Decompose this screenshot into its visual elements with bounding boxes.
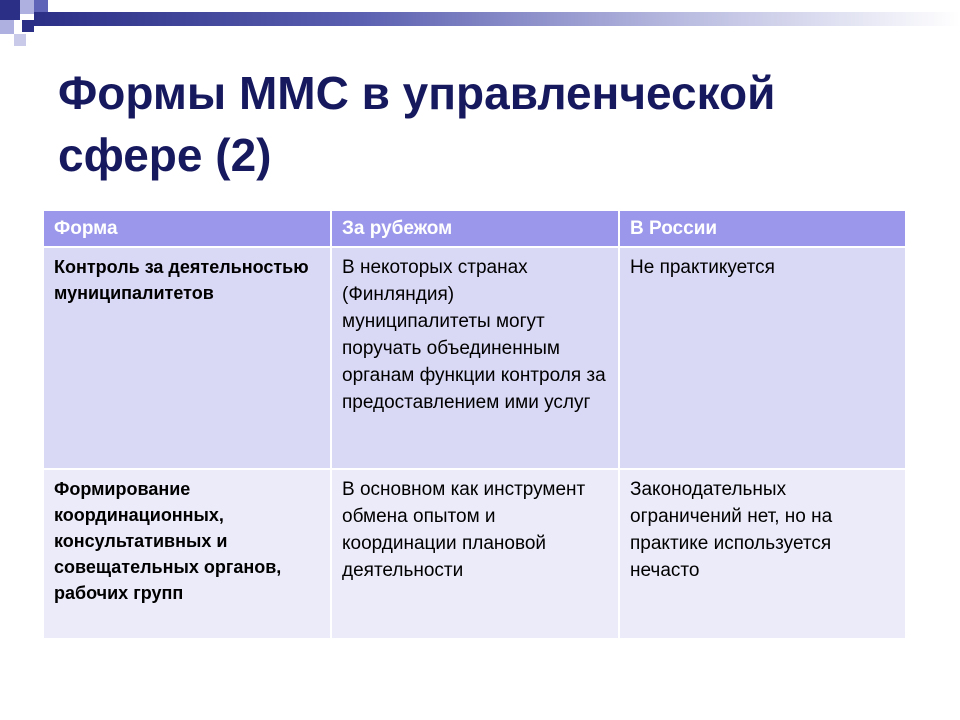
cell-russia: Не практикуется [619,247,906,469]
table-row [43,247,906,469]
cell-russia: Законодательных ограничений нет, но на практике используется нечасто [619,469,906,639]
deco-square-light [20,0,34,14]
deco-square-dark [22,20,34,32]
table-row [43,469,906,639]
slide-title-line: сфере (2) [58,129,272,181]
header-gradient-bar [34,12,960,26]
slide-title-line: Формы ММС в управленческой [58,67,776,119]
cell-abroad: В некоторых странах (Финляндия) муниципалитеты могут поручать объединенным органам функции контроля за предоставлением ими услуг [331,247,619,469]
cell-form: Формирование координационных, консультативных и совещательных органов, рабочих групп [43,469,331,639]
cell-abroad: В основном как инструмент обмена опытом и координации плановой деятельности [331,469,619,639]
deco-square-dark [34,0,48,12]
deco-square-dark [0,0,20,20]
header-abroad: За рубежом [331,210,619,247]
slide-title [58,62,938,186]
deco-square-light [0,20,14,34]
deco-square-light [14,34,26,46]
comparison-table [42,209,907,640]
cell-form: Контроль за деятельностью муниципалитетов [43,247,331,469]
table-header-row [43,210,906,247]
header-russia: В России [619,210,906,247]
header-form: Форма [43,210,331,247]
